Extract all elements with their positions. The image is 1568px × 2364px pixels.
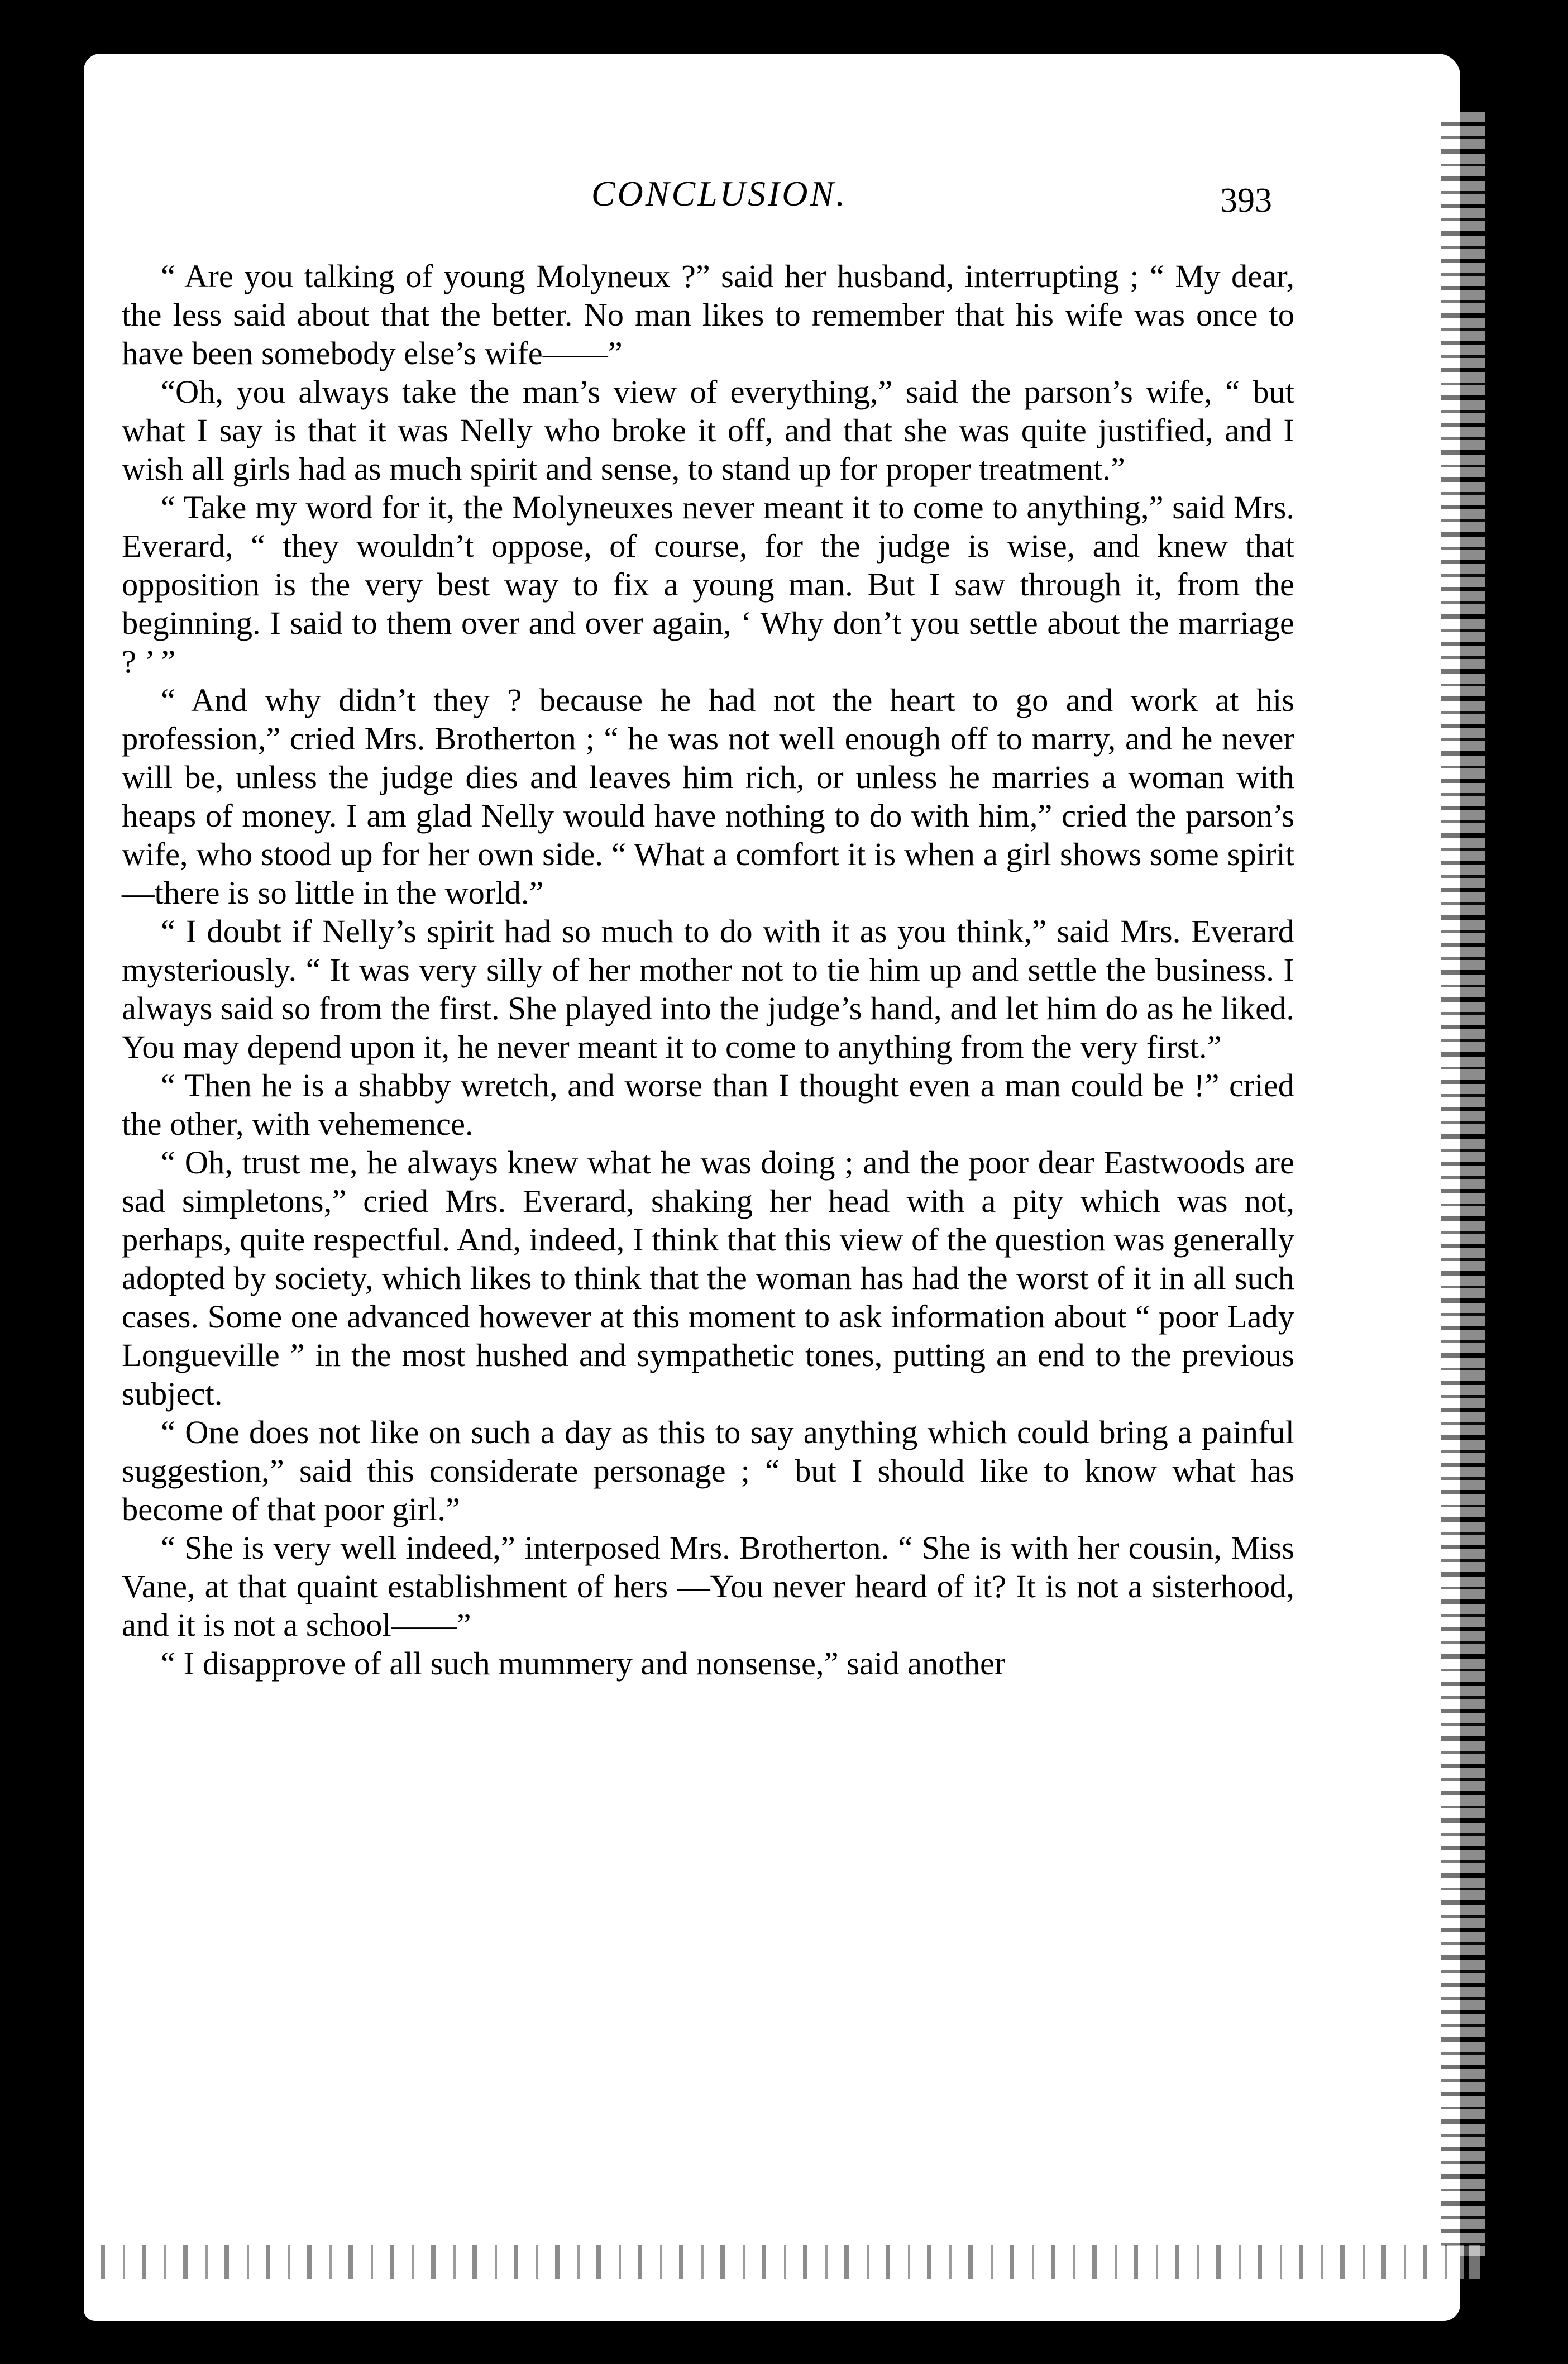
paragraph: “ Are you talking of young Molyneux ?” said her husband, interrupting ; “ My dear, the less said about that the better. No man likes to remember that his wife was once to have been somebody else’s wife——” bbox=[122, 258, 1294, 371]
paragraph: “ I doubt if Nelly’s spirit had so much to do with it as you think,” said Mrs. Everard mysteriously. “ It was very silly of her mother not to tie him up and settle the business. I always said so from the first. She played into the judge’s hand, and let him do as he liked. You may depend upon it, he never meant it to come to anything from the very first.” bbox=[122, 913, 1294, 1065]
page-header bbox=[122, 173, 1317, 240]
paragraph: “ She is very well indeed,” interposed Mrs. Brotherton. “ She is with her cousin, Miss Vane, at that quaint establishment of hers —You never heard of it? It is not a sisterhood, and it is not a school——” bbox=[122, 1530, 1294, 1643]
paragraph: “ Then he is a shabby wretch, and worse than I thought even a man could be !” cried the other, with vehemence. bbox=[122, 1067, 1294, 1142]
paragraph: “ Oh, trust me, he always knew what he was doing ; and the poor dear Eastwoods are sad simpletons,” cried Mrs. Everard, shaking her head with a pity which was not, perhaps, quite respectful. And, indeed, I think that this view of the question was generally adopted by society, which likes to think that the woman has had the worst of it in all such cases. Some one advanced however at this moment to ask information about “ poor Lady Longueville ” in the most hushed and sympathetic tones, putting an end to the previous subject. bbox=[122, 1144, 1294, 1412]
page-bottom-edge bbox=[84, 2245, 1480, 2279]
paragraph: “ One does not like on such a day as this to say anything which could bring a painful suggestion,” said this considerate personage ; “ but I should like to know what has become of that poor girl.” bbox=[122, 1414, 1294, 1527]
page-number: 393 bbox=[1220, 182, 1272, 219]
paragraph: “ And why didn’t they ? because he had not the heart to go and work at his profession,” cried Mrs. Brotherton ; “ he was not well enough off to marry, and he never will be, unless the judge dies and leaves him rich, or unless he marries a woman with heaps of money. I am glad Nelly would have nothing to do with him,” cried the parson’s wife, who stood up for her own side. “ What a comfort it is when a girl shows some spirit—there is so little in the world.” bbox=[122, 682, 1294, 911]
paragraph: “ I disapprove of all such mummery and nonsense,” said another bbox=[161, 1645, 1006, 1682]
running-title: CONCLUSION. bbox=[591, 174, 848, 213]
paragraph: “Oh, you always take the man’s view of everything,” said the parson’s wife, “ but what I say is that it was Nelly who broke it off, and that she was quite justified, and I wish all girls had as much spirit and sense, to stand up for proper treatment.” bbox=[122, 374, 1294, 487]
page-edge-shadow bbox=[1441, 112, 1485, 2256]
body-text bbox=[122, 257, 1294, 1683]
paragraph: “ Take my word for it, the Molyneuxes never meant it to come to anything,” said Mrs. Everard, “ they wouldn’t oppose, of course, for the judge is wise, and knew that opposition is the very best way to fix a young man. But I saw through it, from the beginning. I said to them over and over again, ‘ Why don’t you settle about the marriage ? ’ ” bbox=[122, 489, 1294, 680]
